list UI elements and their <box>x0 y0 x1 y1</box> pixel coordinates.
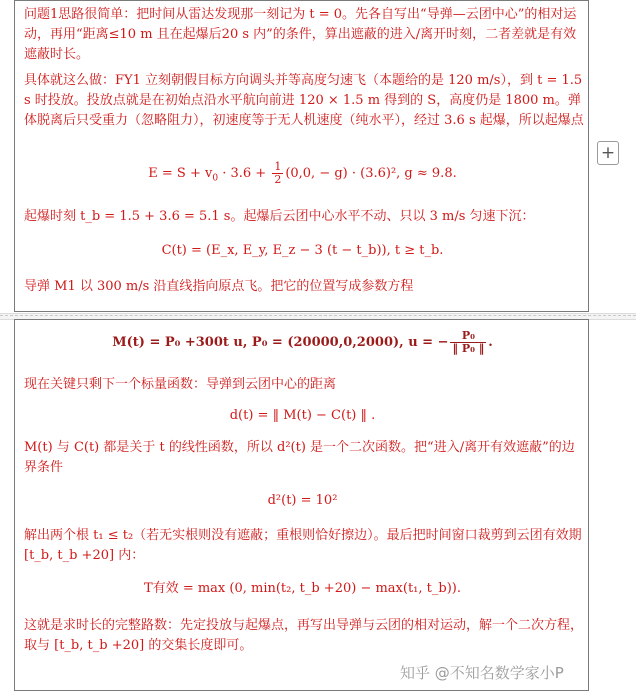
paragraph-problem-approach: 问题1思路很简单：把时间从雷达发现那一刻记为 t = 0。先各自写出“导弹—云团中心”的相对运动，再用“距离≤10 m 且在起爆后20 s 内”的条件，算出遮蔽的进入/离开时刻，二者差就是有效遮蔽时长。 <box>24 7 577 62</box>
eq1-numerator: 1 <box>274 160 282 173</box>
add-button[interactable]: + <box>597 141 619 165</box>
equation-distance: d(t) = ‖ M(t) − C(t) ‖ . <box>229 408 376 423</box>
paragraph-release-point: 具体就这么做：FY1 立刻朝假目标方向调头并等高度匀速飞（本题给的是 120 m/s），到 t = 1.5 s 时投放。投放点就是在初始点沿水平航向前进 120 × 1.5 m 得到的 S，高度仍是 1800 m。弹体脱离后只受重力（忽略阻力），初速度等于无人机速度（纯水平），经过 3.6 s 起爆，所以起爆点 <box>24 73 584 128</box>
eq3-fraction <box>450 330 486 355</box>
eq3-end: . <box>488 335 493 350</box>
watermark-text: 知乎 @不知名数学家小P <box>400 664 564 682</box>
paragraph-distance-function: 现在关键只剩下一个标量函数：导弹到云团中心的距离 <box>24 377 337 392</box>
equation-boundary: d²(t) = 10² <box>267 493 338 508</box>
eq1-mid: · 3.6 + <box>218 166 271 181</box>
eq1-denominator: 2 <box>274 173 282 186</box>
paragraph-roots: 解出两个根 t₁ ≤ t₂（若无实根则没有遮蔽；重根则恰好擦边）。最后把时间窗口裁剪到云团有效期 [t_b, t_b +20] 内： <box>24 528 582 563</box>
eq1-fraction <box>272 161 283 186</box>
paragraph-missile-motion: 导弹 M1 以 300 m/s 沿直线指向原点飞。把它的位置写成参数方程 <box>24 279 414 294</box>
document-page-2 <box>14 319 589 691</box>
eq1-subscript: 0 <box>212 173 219 184</box>
paragraph-summary: 这就是求时长的完整路数：先定投放与起爆点，再写出导弹与云团的相对运动，解一个二次方程，取与 [t_b, t_b +20] 的交集长度即可。 <box>24 618 584 653</box>
document-page-1 <box>14 0 589 312</box>
eq3-denominator: ‖ P₀ ‖ <box>452 342 485 355</box>
paragraph-quadratic: M(t) 与 C(t) 都是关于 t 的线性函数，所以 d²(t) 是一个二次函数。把“进入/离开有效遮蔽”的边界条件 <box>24 440 575 475</box>
eq1-left: E = S + v <box>148 166 213 181</box>
eq3-numerator: P₀ <box>450 330 486 343</box>
equation-effective-time: T有效 = max (0, min(t₂, t_b +20) − max(t₁, t_b)). <box>144 581 461 596</box>
eq3-left: M(t) = P₀ +300t u, P₀ = (20000,0,2000), u = − <box>112 335 449 350</box>
equation-cloud-center: C(t) = (E_x, E_y, E_z − 3 (t − t_b)), t ≥ t_b. <box>161 243 444 258</box>
equation-burst-point <box>15 161 590 186</box>
equation-missile-position <box>15 330 590 355</box>
paragraph-burst-time: 起爆时刻 t_b = 1.5 + 3.6 = 5.1 s。起爆后云团中心水平不动、只以 3 m/s 匀速下沉： <box>24 209 535 224</box>
eq1-right: (0,0, − g) · (3.6)², g ≈ 9.8. <box>285 166 457 181</box>
